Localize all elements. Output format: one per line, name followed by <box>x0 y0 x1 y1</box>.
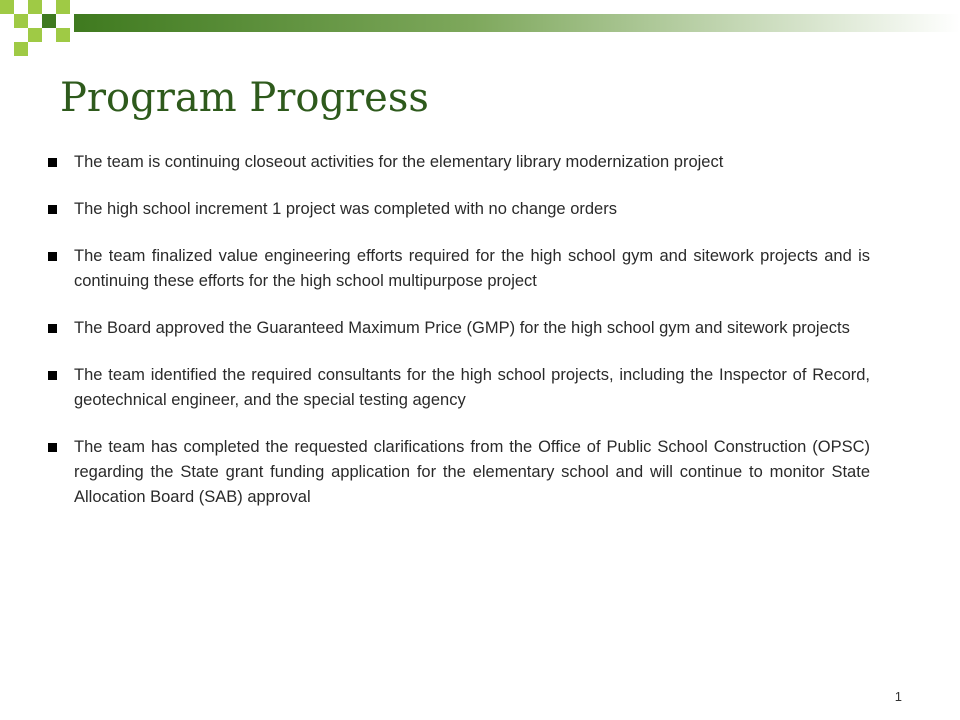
bullet-text: The high school increment 1 project was completed with no change orders <box>74 200 617 218</box>
ornament-square <box>42 14 56 28</box>
ornament-square <box>28 0 42 14</box>
list-item <box>48 316 870 341</box>
header-ornament-graphic <box>0 0 960 60</box>
bullet-list <box>48 150 870 532</box>
ornament-square <box>28 28 42 42</box>
list-item <box>48 197 870 222</box>
bullet-text: The team identified the required consultants for the high school projects, including the Inspector of Record, geotechnical engineer, and the special testing agency <box>74 366 870 409</box>
square-bullet-icon <box>48 324 57 333</box>
square-bullet-icon <box>48 371 57 380</box>
header-ornament <box>0 0 960 60</box>
list-item <box>48 435 870 510</box>
bullet-text: The team has completed the requested clarifications from the Office of Public School Construction (OPSC) regarding the State grant funding application for the elementary school and will continue to monitor State Allocation Board (SAB) approval <box>74 438 870 506</box>
list-item <box>48 150 870 175</box>
square-bullet-icon <box>48 252 57 261</box>
page-number: 1 <box>894 689 902 704</box>
square-bullet-icon <box>48 443 57 452</box>
square-bullet-icon <box>48 158 57 167</box>
square-bullet-icon <box>48 205 57 214</box>
ornament-square <box>56 28 70 42</box>
list-item <box>48 244 870 294</box>
list-item <box>48 363 870 413</box>
bullet-text: The team is continuing closeout activities for the elementary library modernization project <box>74 153 724 171</box>
header-gradient-bar <box>74 14 960 32</box>
ornament-square <box>56 0 70 14</box>
ornament-square <box>14 42 28 56</box>
ornament-square <box>0 0 14 14</box>
bullet-text: The Board approved the Guaranteed Maximum Price (GMP) for the high school gym and sitework projects <box>74 319 850 337</box>
bullet-text: The team finalized value engineering efforts required for the high school gym and sitework projects and is continuing these efforts for the high school multipurpose project <box>74 247 870 290</box>
ornament-square <box>14 14 28 28</box>
slide-title: Program Progress <box>60 75 429 121</box>
